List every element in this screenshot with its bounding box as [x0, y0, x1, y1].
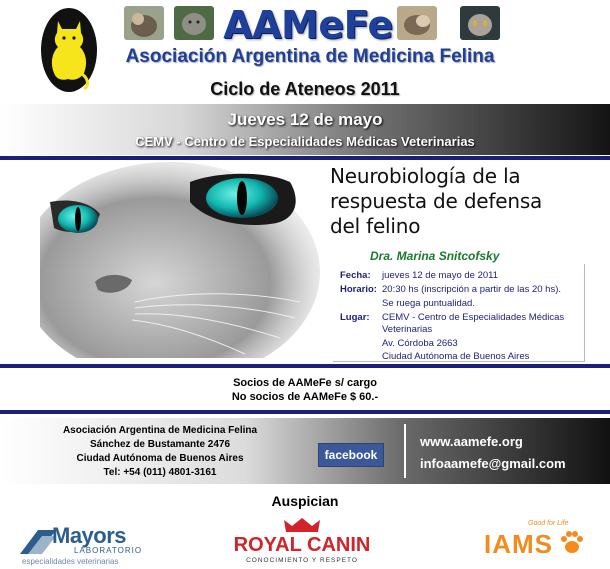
divider [404, 424, 406, 478]
divider [0, 156, 610, 160]
address-line: Ciudad Autónoma de Buenos Aires [76, 453, 244, 464]
place-line: Av. Córdoba 2663 [382, 338, 458, 349]
event-cycle-title: Ciclo de Ateneos 2011 [210, 79, 400, 99]
phone-line: Tel: +54 (011) 4801-3161 [103, 467, 217, 478]
cat-thumbnail-4 [460, 6, 500, 40]
place-label: Lugar: [340, 312, 370, 323]
mayors-logo [18, 524, 158, 566]
non-member-fee: No socios de AAMeFe $ 60.- [231, 391, 379, 403]
crown-icon [282, 516, 322, 534]
facebook-button[interactable]: facebook [318, 443, 384, 467]
address-line: Sánchez de Bustamante 2476 [89, 439, 231, 450]
royal-canin-name: ROYAL CANIN [233, 534, 371, 556]
cat-thumbnail-2 [174, 6, 214, 40]
royal-canin-logo [228, 516, 376, 568]
mayors-name: Mayors [52, 523, 127, 548]
address-line: Asociación Argentina de Medicina Felina [62, 425, 258, 436]
iams-logo [480, 520, 590, 564]
talk-title [330, 164, 610, 239]
schedule-label: Horario: [340, 284, 377, 295]
mayors-tagline: especialidades veterinarias [22, 557, 119, 566]
cat-logo-icon [40, 7, 98, 93]
brand-title: AAMeFe [223, 3, 393, 47]
email-link[interactable]: infoaamefe@gmail.com [420, 456, 566, 471]
talk-title-line: del felino [330, 214, 421, 238]
iams-tagline: Good for Life [528, 520, 569, 527]
schedule-note: Se ruega puntualidad. [382, 298, 475, 309]
royal-canin-tagline: CONOCIMIENTO Y RESPETO [246, 557, 358, 564]
cat-face-photo [40, 162, 326, 358]
event-venue: CEMV - Centro de Especialidades Médicas Veterinarias [135, 134, 475, 149]
sponsors-heading: Auspician [271, 493, 339, 509]
organization-name: Asociación Argentina de Medicina Felina [125, 46, 495, 67]
divider [0, 364, 610, 368]
speaker-name: Dra. Marina Snitcofsky [370, 249, 500, 263]
place-line: Ciudad Autónoma de Buenos Aires [382, 351, 530, 362]
member-fee: Socios de AAMeFe s/ cargo [233, 377, 377, 389]
place-line: CEMV - Centro de Especialidades Médicas [382, 312, 565, 323]
paw-icon [558, 528, 586, 556]
date-label: Fecha: [340, 270, 371, 281]
mayors-subtitle: LABORATORIO [74, 546, 143, 555]
date-value: jueves 12 de mayo de 2011 [382, 270, 499, 281]
talk-title-line: Neurobiología de la [330, 164, 521, 188]
cat-thumbnail-1 [124, 6, 164, 40]
talk-title-line: respuesta de defensa [330, 189, 543, 213]
schedule-value: 20:30 hs (inscripción a partir de las 20 hs). [382, 284, 562, 295]
iams-name: IAMS [484, 529, 553, 559]
event-date: Jueves 12 de mayo [227, 110, 383, 129]
divider [0, 410, 610, 414]
place-line: Veterinarias [382, 324, 433, 335]
cat-thumbnail-3 [397, 6, 437, 40]
website-link[interactable]: www.aamefe.org [420, 434, 523, 449]
